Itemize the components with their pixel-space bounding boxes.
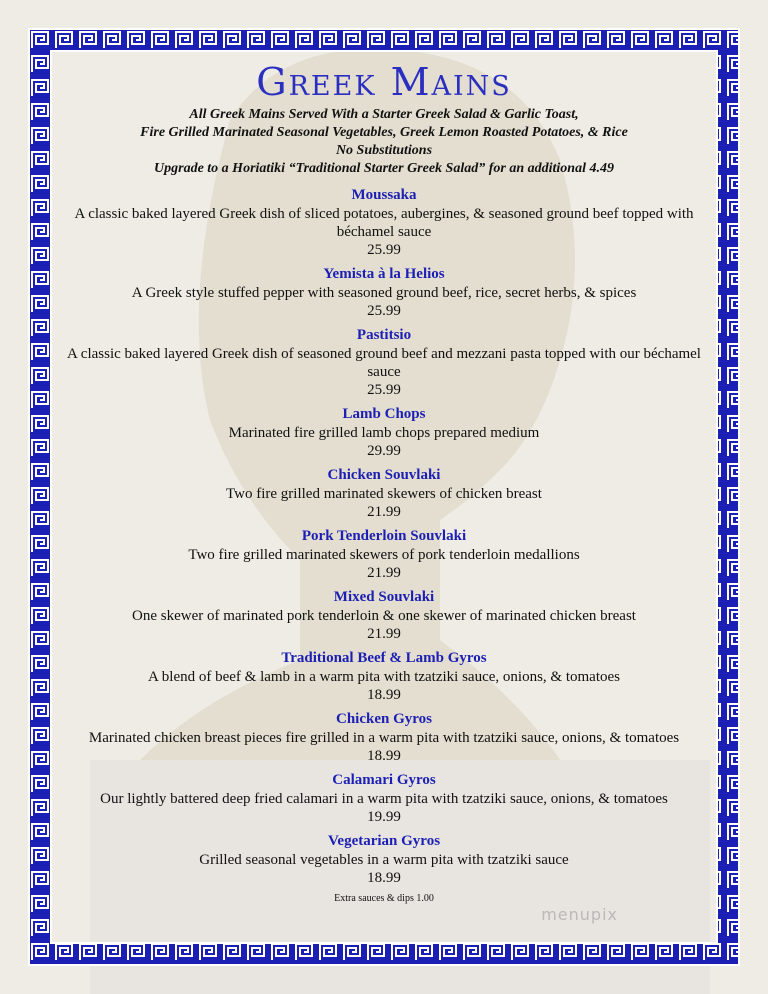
item-description: Two fire grilled marinated skewers of pork tenderloin medallions: [188, 547, 580, 563]
item-name: Pork Tenderloin Souvlaki: [301, 528, 467, 544]
item-price: 25.99: [367, 303, 401, 319]
note-line: All Greek Mains Served With a Starter Greek Salad & Garlic Toast,: [189, 107, 579, 122]
item-description: Marinated chicken breast pieces fire grilled in a warm pita with tzatziki sauce, onions, & tomatoes: [88, 730, 680, 746]
item-description: A blend of beef & lamb in a warm pita with tzatziki sauce, onions, & tomatoes: [148, 669, 620, 685]
item-price: 25.99: [367, 242, 401, 258]
item-description: Marinated fire grilled lamb chops prepared medium: [228, 425, 540, 441]
item-name: Traditional Beef & Lamb Gyros: [281, 650, 487, 666]
item-price: 25.99: [367, 382, 401, 398]
item-name: Chicken Gyros: [336, 711, 432, 727]
item-name: Moussaka: [351, 187, 417, 203]
menu-notes: [60, 106, 708, 178]
page-title: Greek Mains: [256, 60, 512, 104]
item-name: Mixed Souvlaki: [333, 589, 435, 605]
menu-item: [60, 710, 708, 765]
item-description: A Greek style stuffed pepper with seasoned ground beef, rice, secret herbs, & spices: [131, 285, 637, 301]
item-price: 18.99: [367, 748, 401, 764]
item-price: 21.99: [367, 626, 401, 642]
item-price: 18.99: [367, 870, 401, 886]
item-description: One skewer of marinated pork tenderloin & one skewer of marinated chicken breast: [132, 608, 636, 624]
menu-item: [60, 186, 708, 259]
item-price: 18.99: [367, 687, 401, 703]
menu-content: [60, 62, 708, 942]
menu-item: [60, 771, 708, 826]
menu-item: [60, 466, 708, 521]
menu-item: [60, 326, 708, 399]
item-description: Two fire grilled marinated skewers of chicken breast: [226, 486, 542, 502]
menu-item: [60, 649, 708, 704]
note-line: Fire Grilled Marinated Seasonal Vegetables, Greek Lemon Roasted Potatoes, & Rice: [140, 125, 628, 140]
menu-item: [60, 588, 708, 643]
extra-sauces-note: Extra sauces & dips 1.00: [334, 893, 434, 904]
note-line: No Substitutions: [335, 143, 433, 158]
item-name: Pastitsio: [356, 327, 412, 343]
item-description: A classic baked layered Greek dish of sliced potatoes, aubergines, & seasoned ground beef topped with béchamel sauce: [74, 206, 694, 240]
item-description: Our lightly battered deep fried calamari in a warm pita with tzatziki sauce, onions, & tomatoes: [100, 791, 668, 807]
item-price: 29.99: [367, 443, 401, 459]
item-name: Calamari Gyros: [332, 772, 436, 788]
item-description: Grilled seasonal vegetables in a warm pita with tzatziki sauce: [199, 852, 569, 868]
item-price: 21.99: [367, 504, 401, 520]
item-name: Vegetarian Gyros: [327, 833, 441, 849]
menu-item: [60, 832, 708, 887]
item-name: Yemista à la Helios: [323, 266, 445, 282]
item-price: 21.99: [367, 565, 401, 581]
menu-item: [60, 265, 708, 320]
menu-item: [60, 405, 708, 460]
watermark-logo: menupix: [541, 905, 618, 924]
item-name: Lamb Chops: [342, 406, 426, 422]
menu-items: [60, 186, 708, 887]
menu-item: [60, 527, 708, 582]
item-name: Chicken Souvlaki: [327, 467, 441, 483]
note-line: Upgrade to a Horiatiki “Traditional Starter Greek Salad” for an additional 4.49: [154, 161, 614, 176]
item-description: A classic baked layered Greek dish of seasoned ground beef and mezzani pasta topped with our béchamel sauce: [67, 346, 701, 380]
item-price: 19.99: [367, 809, 401, 825]
